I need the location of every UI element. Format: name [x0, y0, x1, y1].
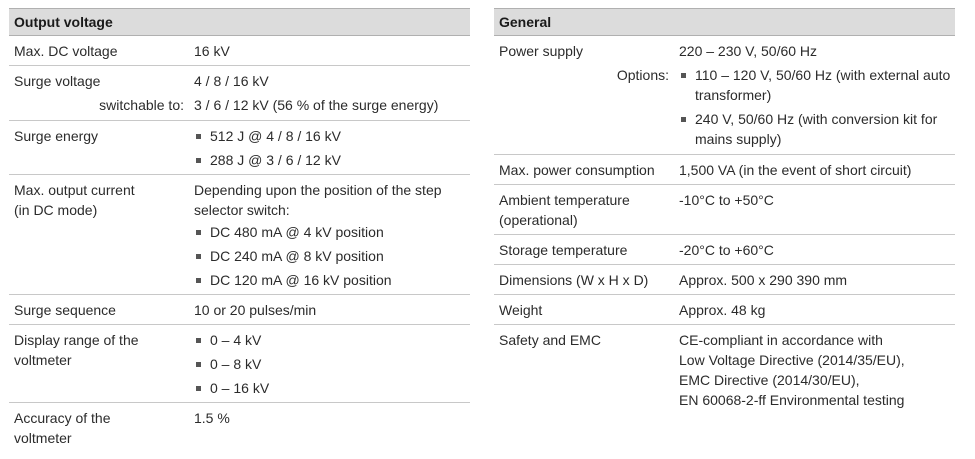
- list-item: [679, 65, 955, 105]
- power-options-list: [674, 65, 955, 149]
- label: Power supply: [499, 43, 584, 59]
- general-header: General: [494, 8, 955, 36]
- label-line: Display range of the: [14, 332, 139, 348]
- label-line: Max. output current: [14, 182, 135, 198]
- list-item: [679, 109, 955, 149]
- label: Max. DC voltage: [14, 43, 118, 59]
- options-label: Options:: [616, 67, 669, 83]
- label: Safety and EMC: [499, 332, 601, 348]
- label: [494, 185, 674, 234]
- display-range-list: [194, 330, 465, 398]
- list-item: 0 – 8 kV: [194, 354, 465, 374]
- list-item: DC 240 mA @ 8 kV position: [194, 246, 465, 266]
- value-line: CE-compliant in accordance with: [679, 332, 883, 348]
- row-surge-voltage: [9, 66, 470, 121]
- label: Surge sequence: [14, 302, 116, 318]
- list-item: 0 – 16 kV: [194, 378, 465, 398]
- label: Weight: [499, 302, 543, 318]
- row-max-output-current: [9, 175, 470, 295]
- option-line: 240 V, 50/60 Hz (with conversion kit for: [695, 111, 938, 127]
- value: 1.5 %: [194, 410, 230, 426]
- row-ambient-temperature: [494, 185, 955, 235]
- row-max-dc-voltage: [9, 36, 470, 66]
- label: Surge energy: [14, 128, 99, 144]
- row-surge-sequence: [9, 295, 470, 325]
- label-line: (in DC mode): [14, 202, 98, 218]
- sub-value: 3 / 6 / 12 kV (56 % of the surge energy): [194, 97, 439, 113]
- value: -20°C to +60°C: [679, 242, 774, 258]
- label-line: voltmeter: [14, 430, 72, 446]
- option-line: transformer): [695, 87, 772, 103]
- value: 16 kV: [194, 43, 230, 59]
- label: [9, 403, 189, 452]
- option-line: mains supply): [695, 131, 782, 147]
- surge-energy-list: [194, 126, 465, 170]
- row-accuracy: [9, 403, 470, 452]
- value: -10°C to +50°C: [679, 192, 774, 208]
- label-line: (operational): [499, 212, 578, 228]
- output-voltage-header: Output voltage: [9, 8, 470, 36]
- label-line: voltmeter: [14, 352, 72, 368]
- value: Approx. 500 x 290 390 mm: [679, 272, 848, 288]
- row-safety-emc: [494, 325, 955, 414]
- output-current-list: [194, 222, 465, 290]
- intro-line: selector switch:: [194, 202, 290, 218]
- list-item: 512 J @ 4 / 8 / 16 kV: [194, 126, 465, 146]
- label: Dimensions (W x H x D): [499, 272, 649, 288]
- list-item: 0 – 4 kV: [194, 330, 465, 350]
- value: 1,500 VA (in the event of short circuit): [679, 162, 912, 178]
- value-line: EN 60068-2-ff Environmental testing: [679, 392, 905, 408]
- list-item: DC 120 mA @ 16 kV position: [194, 270, 465, 290]
- label-line: Ambient temperature: [499, 192, 630, 208]
- row-power-supply: [494, 36, 955, 155]
- label-line: Accuracy of the: [14, 410, 111, 426]
- sub-label: switchable to:: [99, 97, 184, 113]
- label: Storage temperature: [499, 242, 628, 258]
- row-surge-energy: [9, 121, 470, 175]
- label: [9, 175, 189, 294]
- value: 10 or 20 pulses/min: [194, 302, 317, 318]
- row-storage-temperature: [494, 235, 955, 265]
- value: Approx. 48 kg: [679, 302, 766, 318]
- intro-line: Depending upon the position of the step: [194, 182, 442, 198]
- row-dimensions: [494, 265, 955, 295]
- row-display-range: [9, 325, 470, 403]
- list-item: DC 480 mA @ 4 kV position: [194, 222, 465, 242]
- value-line: EMC Directive (2014/30/EU),: [679, 372, 860, 388]
- label: Surge voltage: [14, 73, 101, 89]
- row-max-power: [494, 155, 955, 185]
- list-item: 288 J @ 3 / 6 / 12 kV: [194, 150, 465, 170]
- value: 220 – 230 V, 50/60 Hz: [679, 43, 818, 59]
- output-voltage-table: [9, 8, 470, 452]
- option-line: 110 – 120 V, 50/60 Hz (with external auto: [695, 67, 951, 83]
- label: [9, 325, 189, 402]
- general-table: [494, 8, 955, 414]
- label: Max. power consumption: [499, 162, 655, 178]
- row-weight: [494, 295, 955, 325]
- value: 4 / 8 / 16 kV: [194, 73, 269, 89]
- value-line: Low Voltage Directive (2014/35/EU),: [679, 352, 905, 368]
